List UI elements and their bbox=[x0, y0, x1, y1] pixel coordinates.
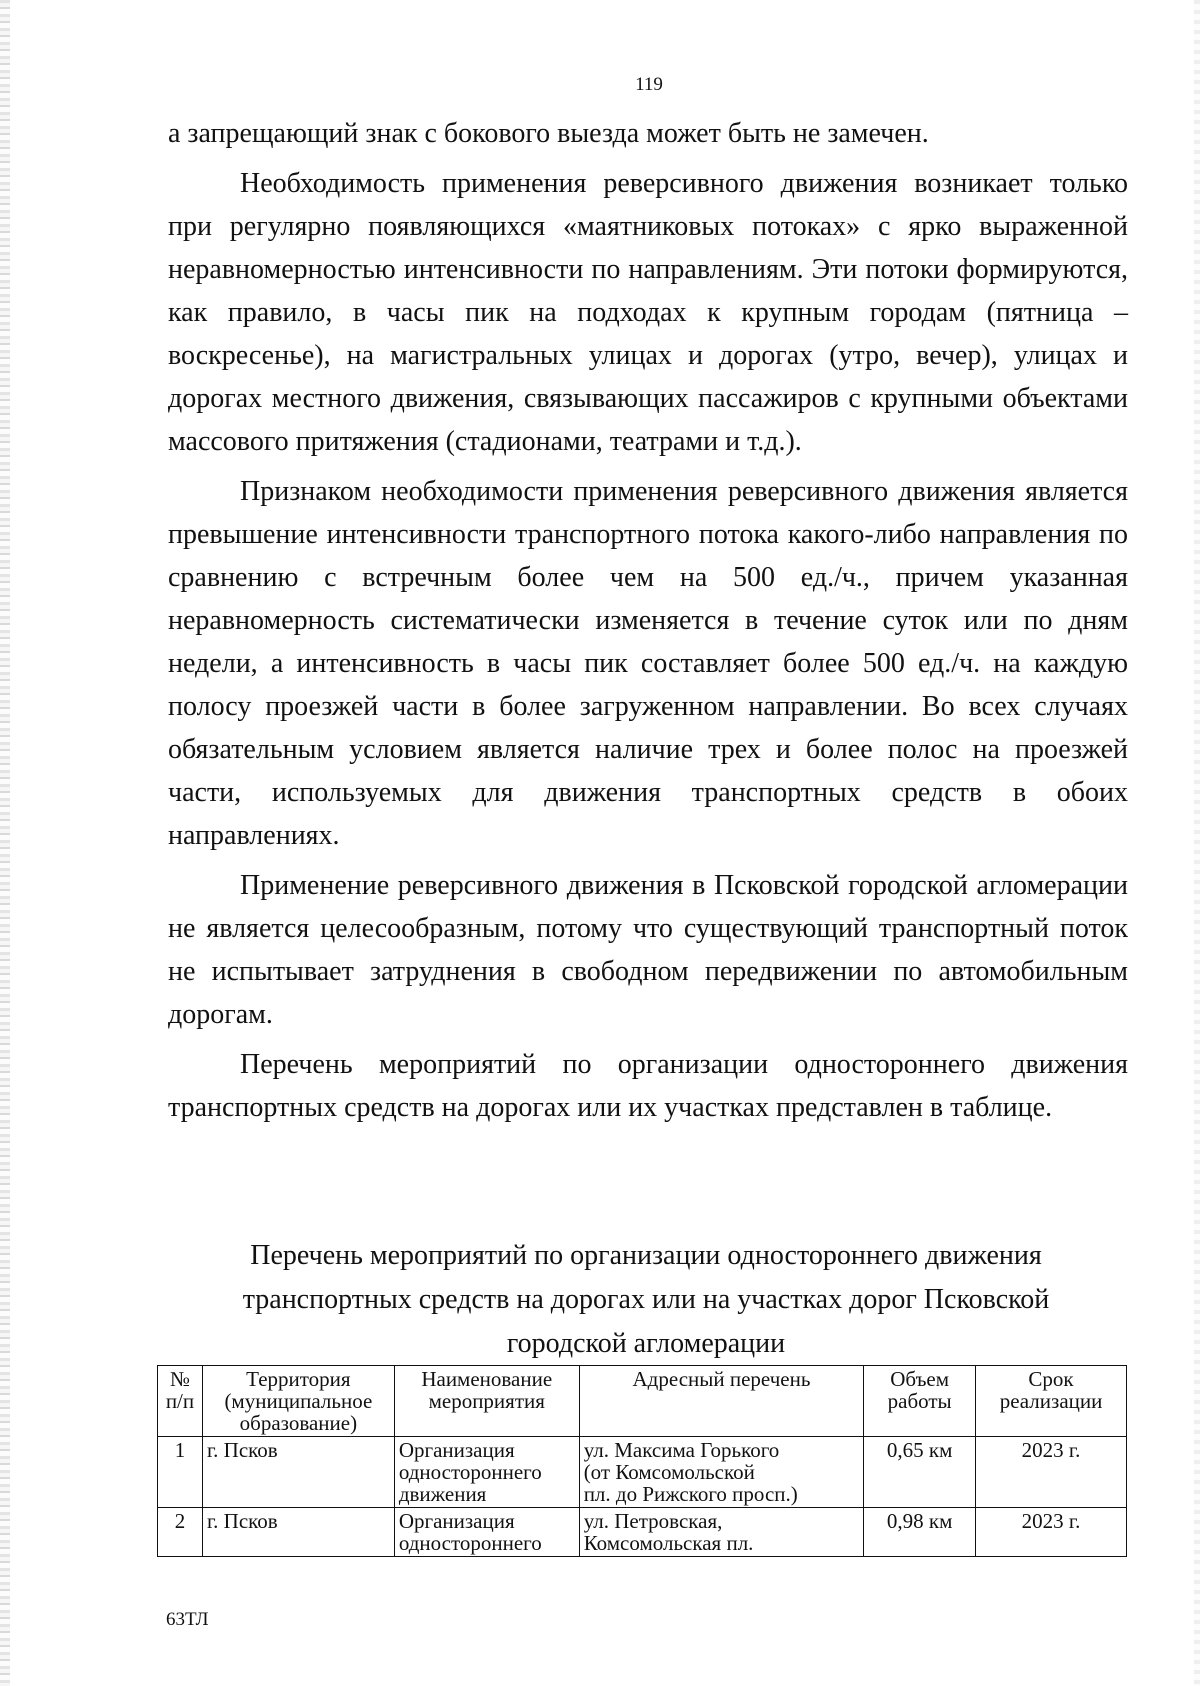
table-title-line: городской агломерации bbox=[506, 1328, 786, 1359]
paragraph-reversible-application: Применение реверсивного движения в Псковской городской агломерации не является целесообразным, потому что существующий транспортный поток не испытывает затруднения в свободном передвижении по автомобильным дорогам. bbox=[168, 870, 1128, 1030]
cell-measure-name: Организация одностороннего движения bbox=[394, 1437, 579, 1508]
cell-term: 2023 г. bbox=[976, 1508, 1127, 1557]
measures-table bbox=[157, 1365, 1127, 1557]
paragraph-table-intro: Перечень мероприятий по организации одностороннего движения транспортных средств на дорогах или их участках представлен в таблице. bbox=[168, 1049, 1128, 1123]
header-term: Срок реализации bbox=[976, 1366, 1127, 1437]
table-row bbox=[158, 1437, 1127, 1508]
table-row bbox=[158, 1508, 1127, 1557]
header-measure-name: Наименование мероприятия bbox=[394, 1366, 579, 1437]
header-address: Адресный перечень bbox=[579, 1366, 864, 1437]
cell-volume: 0,98 км bbox=[864, 1508, 976, 1557]
scan-edge-left bbox=[0, 0, 10, 1686]
header-volume: Объем работы bbox=[864, 1366, 976, 1437]
cell-number: 2 bbox=[158, 1508, 203, 1557]
header-territory: Территория (муниципальное образование) bbox=[202, 1366, 394, 1437]
scan-edge-right bbox=[1194, 0, 1200, 1686]
header-number: № п/п bbox=[158, 1366, 203, 1437]
cell-measure-name: Организация одностороннего bbox=[394, 1508, 579, 1557]
paragraph-reversible-necessity: Необходимость применения реверсивного движения возникает только при регулярно появляющихся «маятниковых потоках» с ярко выраженной неравномерностью интенсивности по направлениям. Эти потоки формируются, как правило, в часы пик на подходах к крупным городам (пятница – воскресенье), на магистральных улицах и дорогах (утро, вечер), улицах и дорогах местного движения, связывающих пассажиров с крупными объектами массового притяжения (стадионами, театрами и т.д.). bbox=[168, 168, 1128, 457]
table-title-line: Перечень мероприятий по организации одностороннего движения bbox=[250, 1240, 1042, 1271]
paragraph-reversible-criteria: Признаком необходимости применения реверсивного движения является превышение интенсивности транспортного потока какого-либо направления по сравнению с встречным более чем на 500 ед./ч., причем указанная неравномерность систематически изменяется в течение суток или по дням недели, а интенсивность в часы пик составляет более 500 ед./ч. на каждую полосу проезжей части в более загруженном направлении. Во всех случаях обязательным условием является наличие трех и более полос на проезжей части, используемых для движения транспортных средств в обоих направлениях. bbox=[168, 476, 1128, 851]
cell-territory: г. Псков bbox=[202, 1437, 394, 1508]
body-text bbox=[168, 112, 1128, 1129]
cell-number: 1 bbox=[158, 1437, 203, 1508]
cell-volume: 0,65 км bbox=[864, 1437, 976, 1508]
cell-address: ул. Петровская, Комсомольская пл. bbox=[579, 1508, 864, 1557]
footer-code: 63ТЛ bbox=[166, 1609, 209, 1630]
table-title bbox=[160, 1234, 1132, 1366]
cell-address: ул. Максима Горького (от Комсомольской пл. до Рижского просп.) bbox=[579, 1437, 864, 1508]
paragraph-continuation: а запрещающий знак с бокового выезда может быть не замечен. bbox=[168, 118, 929, 149]
table-title-line: транспортных средств на дорогах или на участках дорог Псковской bbox=[242, 1284, 1050, 1315]
cell-term: 2023 г. bbox=[976, 1437, 1127, 1508]
page-number: 119 bbox=[635, 74, 663, 95]
cell-territory: г. Псков bbox=[202, 1508, 394, 1557]
table-header-row bbox=[158, 1366, 1127, 1437]
